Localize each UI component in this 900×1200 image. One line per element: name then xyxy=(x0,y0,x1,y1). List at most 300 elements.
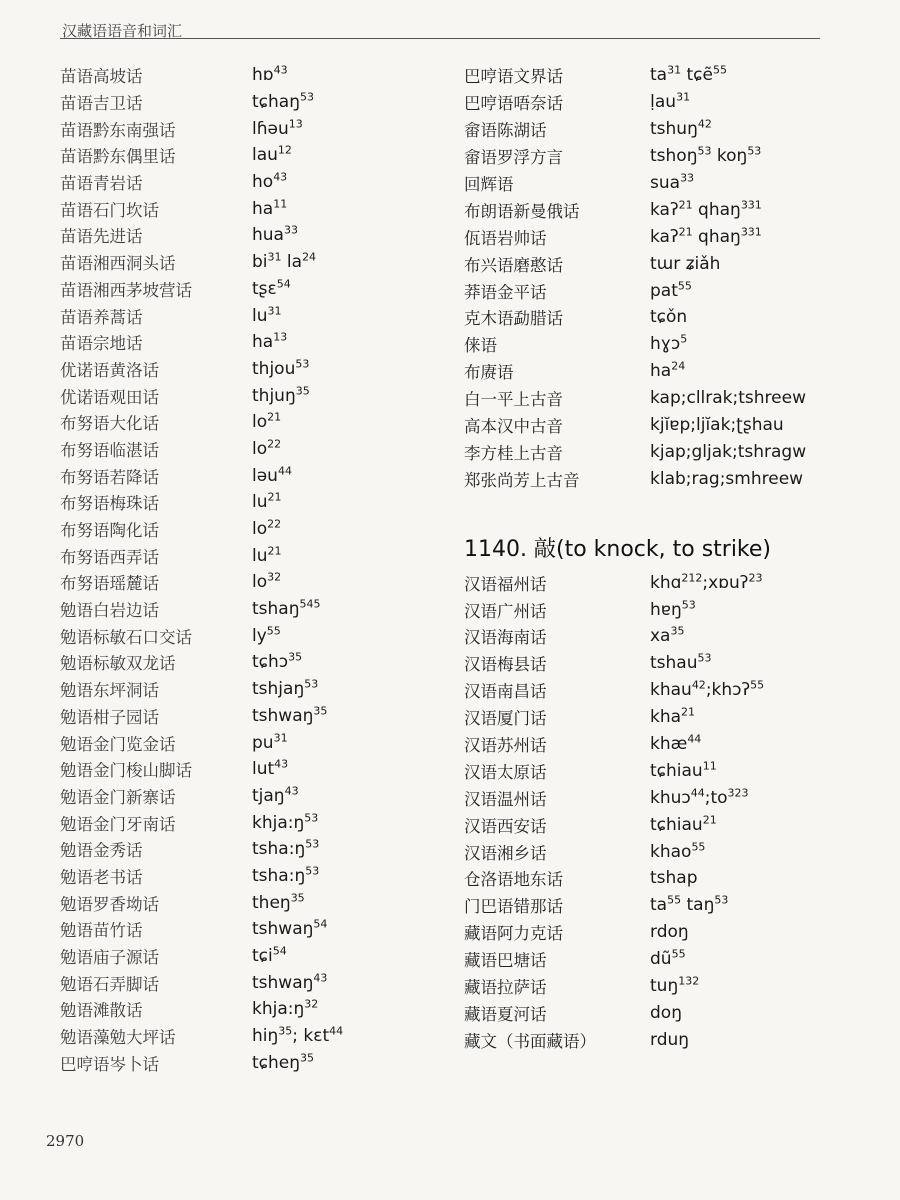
dialect-name: 苗语青岩话 xyxy=(60,174,143,194)
tone-mark: 53 xyxy=(299,90,314,104)
entry-row xyxy=(60,889,450,916)
dialect-name: 畲语陈湖话 xyxy=(464,121,547,141)
entry-row xyxy=(60,729,450,756)
form-text: ḷau xyxy=(650,92,677,113)
tone-mark: 44 xyxy=(329,1024,344,1038)
dialect-name: 汉语广州话 xyxy=(464,601,547,621)
page-number: 2970 xyxy=(46,1132,85,1150)
dialect-name: 白一平上古音 xyxy=(464,390,563,410)
entry-row xyxy=(60,409,450,436)
tone-mark: 212 xyxy=(681,571,703,585)
form-text: khao xyxy=(650,841,692,862)
form-text: hɐŋ xyxy=(650,599,682,620)
dialect-name: 勉语标敏石口交话 xyxy=(60,627,192,647)
phonetic-form xyxy=(650,868,698,888)
phonetic-form xyxy=(252,519,281,539)
dialect-name: 勉语石弄脚话 xyxy=(60,974,159,994)
tone-mark: 23 xyxy=(748,571,763,585)
form-text: klab;rag;smhreew xyxy=(650,468,804,489)
dialect-name: 布努语梅珠话 xyxy=(60,494,159,514)
dialect-name: 苗语养蒿话 xyxy=(60,307,143,327)
form-text: qhaŋ xyxy=(692,199,741,220)
phonetic-form xyxy=(650,278,692,301)
entry-row xyxy=(464,116,864,143)
entry-row xyxy=(60,382,450,409)
phonetic-form xyxy=(252,919,327,939)
dialect-name: 苗语先进话 xyxy=(60,227,143,247)
tone-mark: 53 xyxy=(681,597,696,611)
form-text: tshjaŋ xyxy=(252,679,305,700)
form-text: lo xyxy=(252,572,268,593)
phonetic-form xyxy=(252,119,303,139)
phonetic-form xyxy=(252,492,282,512)
dialect-name: 巴哼语岑卜话 xyxy=(60,1054,159,1074)
entry-row xyxy=(60,89,450,116)
dialect-name: 汉语南昌话 xyxy=(464,682,547,702)
entry-list-top xyxy=(464,62,864,492)
tone-mark: 54 xyxy=(272,944,287,958)
dialect-name: 苗语黔东南强话 xyxy=(60,120,176,140)
header-rule xyxy=(60,38,820,39)
tone-mark: 35 xyxy=(670,624,685,638)
entry-row xyxy=(464,223,864,250)
dialect-name: 俫语 xyxy=(464,336,497,356)
dialect-name: 勉语苗竹话 xyxy=(60,921,143,941)
phonetic-form xyxy=(650,307,687,327)
phonetic-form xyxy=(650,761,717,781)
section-title: 敲(to knock, to strike) xyxy=(533,537,772,563)
dialect-name: 汉语福州话 xyxy=(464,574,547,594)
form-text: tshuŋ xyxy=(650,119,698,140)
form-text: tɕhɔ xyxy=(252,652,289,673)
form-text: ha xyxy=(252,332,274,353)
phonetic-form xyxy=(252,145,292,165)
entry-row xyxy=(464,677,864,704)
tone-mark: 21 xyxy=(267,410,282,424)
phonetic-form xyxy=(252,359,309,379)
tone-mark: 35 xyxy=(313,704,328,718)
dialect-name: 勉语罗香坳话 xyxy=(60,894,159,914)
form-text: tshau xyxy=(650,653,698,674)
dialect-name: 藏语巴塘话 xyxy=(464,951,547,971)
phonetic-form xyxy=(650,949,686,969)
entry-row xyxy=(464,331,864,358)
tone-mark: 13 xyxy=(273,330,288,344)
form-text: xa xyxy=(650,626,671,647)
entry-row xyxy=(60,302,450,329)
entry-row xyxy=(60,462,450,489)
phonetic-form xyxy=(252,412,281,432)
tone-mark: 55 xyxy=(671,947,686,961)
phonetic-form xyxy=(252,279,291,299)
tone-mark: 13 xyxy=(288,117,303,131)
phonetic-form xyxy=(252,999,318,1019)
entry-row xyxy=(60,1023,450,1050)
form-text: tshwaŋ xyxy=(252,972,314,993)
entry-row xyxy=(464,143,864,170)
tone-mark: 35 xyxy=(288,650,303,664)
phonetic-form xyxy=(252,439,281,459)
entry-row xyxy=(464,946,864,973)
entry-row xyxy=(60,649,450,676)
phonetic-form xyxy=(252,1026,343,1046)
tone-mark: 53 xyxy=(304,810,319,824)
form-text: tshwaŋ xyxy=(252,919,314,940)
phonetic-form xyxy=(252,626,281,646)
tone-mark: 43 xyxy=(273,63,288,77)
section-number: 1140. xyxy=(464,537,527,563)
phonetic-form xyxy=(650,1003,682,1023)
phonetic-form xyxy=(650,361,685,381)
tone-mark: 43 xyxy=(273,170,288,184)
tone-mark: 11 xyxy=(273,197,288,211)
tone-mark: 55 xyxy=(266,624,281,638)
phonetic-form xyxy=(650,227,762,247)
tone-mark: 21 xyxy=(267,490,282,504)
form-text: tɕẽ xyxy=(681,65,713,86)
form-text: rdoŋ xyxy=(650,922,689,943)
entry-row xyxy=(464,250,864,277)
tone-mark: 55 xyxy=(712,63,727,77)
tone-mark: 545 xyxy=(299,597,321,611)
dialect-name: 克木语勐腊话 xyxy=(464,309,563,329)
form-text: khɑ xyxy=(650,572,682,593)
phonetic-form xyxy=(650,388,806,408)
section-heading xyxy=(464,532,864,563)
form-text: lo xyxy=(252,412,268,433)
tone-mark: 21 xyxy=(678,198,693,212)
entry-row xyxy=(60,436,450,463)
tone-mark: 32 xyxy=(267,570,282,584)
phonetic-form xyxy=(252,383,310,406)
phonetic-form xyxy=(650,922,689,942)
tone-mark: 53 xyxy=(697,144,712,158)
tone-mark: 24 xyxy=(302,250,317,264)
form-text: tsha:ŋ xyxy=(252,839,306,860)
entry-row xyxy=(464,304,864,331)
entry-row xyxy=(60,622,450,649)
form-text: lo xyxy=(252,519,268,540)
tone-mark: 35 xyxy=(300,1051,315,1065)
form-text: rduŋ xyxy=(650,1029,690,1050)
entry-row xyxy=(464,277,864,304)
phonetic-form xyxy=(650,254,720,274)
form-text: khja:ŋ xyxy=(252,812,305,833)
form-text: khæ xyxy=(650,734,688,755)
dialect-name: 郑张尚芳上古音 xyxy=(464,470,580,490)
form-text: kaʔ xyxy=(650,226,679,247)
form-text: khuɔ xyxy=(650,787,691,808)
entry-row xyxy=(464,412,864,439)
dialect-name: 勉语白岩边话 xyxy=(60,601,159,621)
phonetic-form xyxy=(252,759,288,779)
dialect-name: 勉语金门新寨话 xyxy=(60,787,176,807)
tone-mark: 53 xyxy=(295,357,310,371)
tone-mark: 11 xyxy=(702,759,717,773)
form-text: taŋ xyxy=(681,895,715,916)
entry-row xyxy=(60,836,450,863)
tone-mark: 44 xyxy=(690,786,705,800)
form-text: ho xyxy=(252,172,274,193)
dialect-name: 藏语拉萨话 xyxy=(464,978,547,998)
dialect-name: 门巴语错那话 xyxy=(464,897,563,917)
tone-mark: 132 xyxy=(678,974,700,988)
left-column xyxy=(60,62,450,1076)
form-text: tɕhiau xyxy=(650,760,703,781)
phonetic-form xyxy=(650,895,728,915)
phonetic-form xyxy=(252,946,287,966)
phonetic-form xyxy=(252,599,321,619)
entry-row xyxy=(464,811,864,838)
entry-row xyxy=(464,465,864,492)
form-text: dũ xyxy=(650,949,672,970)
dialect-name: 回辉语 xyxy=(464,175,514,194)
form-text: tshaŋ xyxy=(252,599,300,620)
entry-row xyxy=(60,142,450,169)
form-text: doŋ xyxy=(650,1002,682,1023)
dialect-name: 巴哼语文界话 xyxy=(464,67,563,87)
phonetic-form xyxy=(252,199,287,219)
tone-mark: 31 xyxy=(667,63,682,77)
tone-mark: 24 xyxy=(671,359,686,373)
tone-mark: 331 xyxy=(740,198,762,212)
form-text: theŋ xyxy=(252,892,291,913)
dialect-name: 汉语温州话 xyxy=(464,789,547,809)
phonetic-form xyxy=(252,679,318,699)
form-text: la xyxy=(281,252,303,273)
phonetic-form xyxy=(252,65,288,85)
form-text: ha xyxy=(252,198,274,219)
entry-row xyxy=(464,596,864,623)
entry-row xyxy=(464,1000,864,1027)
form-text: lut xyxy=(252,759,275,780)
entry-row xyxy=(464,865,864,892)
dialect-name: 布朗语新曼俄话 xyxy=(464,201,580,221)
phonetic-form xyxy=(650,707,695,727)
tone-mark: 54 xyxy=(276,277,291,291)
running-header: 汉藏语语音和词汇 xyxy=(62,22,183,40)
form-text: hɣɔ xyxy=(650,334,681,355)
form-text: kjap;gljak;tshragw xyxy=(650,441,807,462)
form-text: thjou xyxy=(252,358,296,379)
phonetic-form xyxy=(650,734,701,754)
tone-mark: 31 xyxy=(676,90,691,104)
entry-row xyxy=(464,650,864,677)
phonetic-form xyxy=(252,252,316,272)
form-text: kha xyxy=(650,707,682,728)
phonetic-form xyxy=(650,839,706,862)
form-text: lu xyxy=(252,305,268,326)
tone-mark: 21 xyxy=(681,705,696,719)
phonetic-form xyxy=(650,334,687,354)
entry-row xyxy=(464,704,864,731)
form-text: ; kɛt xyxy=(292,1026,330,1047)
form-text: lɦəu xyxy=(252,118,289,139)
tone-mark: 54 xyxy=(313,917,328,931)
tone-mark: 21 xyxy=(678,225,693,239)
form-text: tɕheŋ xyxy=(252,1052,301,1073)
form-text: hiŋ xyxy=(252,1026,279,1047)
right-column xyxy=(464,62,864,1053)
dialect-name: 苗语吉卫话 xyxy=(60,94,143,114)
entry-row xyxy=(464,757,864,784)
phonetic-form xyxy=(252,866,319,886)
dialect-name: 布努语西弄话 xyxy=(60,547,159,567)
phonetic-form xyxy=(650,626,684,646)
tone-mark: 35 xyxy=(290,891,305,904)
entry-row xyxy=(60,916,450,943)
dialect-name: 勉语金门览金话 xyxy=(60,734,176,754)
form-text: qhaŋ xyxy=(692,226,741,247)
form-text: ;xɒuʔ xyxy=(702,572,749,593)
phonetic-form xyxy=(650,815,717,835)
phonetic-form xyxy=(650,976,699,996)
form-text: pat xyxy=(650,280,678,301)
entry-row xyxy=(60,596,450,623)
entry-row xyxy=(464,838,864,865)
dialect-name: 苗语宗地话 xyxy=(60,334,143,354)
tone-mark: 55 xyxy=(677,278,692,292)
entry-row xyxy=(60,943,450,970)
phonetic-form xyxy=(252,1053,314,1073)
tone-mark: 44 xyxy=(277,464,292,477)
dialect-name: 苗语石门坎话 xyxy=(60,200,159,220)
phonetic-form xyxy=(252,572,281,592)
form-text: tshap xyxy=(650,868,698,889)
form-text: ly xyxy=(252,625,267,646)
tone-mark: 31 xyxy=(273,730,288,744)
phonetic-form xyxy=(650,1030,689,1050)
phonetic-form xyxy=(252,786,299,806)
dialect-name: 优诺语黄洛话 xyxy=(60,360,159,380)
form-text: ləu xyxy=(252,465,278,486)
entry-row xyxy=(464,973,864,1000)
dialect-name: 优诺语观田话 xyxy=(60,387,159,407)
phonetic-form xyxy=(252,706,327,726)
form-text: khau xyxy=(650,680,692,701)
tone-mark: 55 xyxy=(750,678,765,692)
phonetic-form xyxy=(252,810,319,833)
dialect-name: 苗语黔东偶里话 xyxy=(60,147,176,167)
dialect-name: 汉语苏州话 xyxy=(464,736,547,756)
phonetic-form xyxy=(252,172,287,192)
phonetic-form xyxy=(650,415,784,435)
form-text: thjuŋ xyxy=(252,385,296,406)
phonetic-form xyxy=(252,730,288,753)
entry-row xyxy=(60,996,450,1023)
phonetic-form xyxy=(252,973,327,993)
tone-mark: 331 xyxy=(740,225,762,239)
dialect-name: 勉语老书话 xyxy=(60,867,143,887)
form-text: pu xyxy=(252,732,274,753)
form-text: tɕhiau xyxy=(650,814,703,835)
entry-row xyxy=(60,542,450,569)
dialect-name: 莽语金平话 xyxy=(464,282,547,302)
entry-row xyxy=(60,809,450,836)
form-text: khja:ŋ xyxy=(252,999,305,1020)
entry-row xyxy=(464,623,864,650)
form-text: ta xyxy=(650,895,668,916)
phonetic-form xyxy=(252,225,298,245)
form-text: tuŋ xyxy=(650,976,679,997)
form-text: tʂɛ xyxy=(252,278,277,299)
tone-mark: 44 xyxy=(687,732,702,746)
tone-mark: 33 xyxy=(283,223,298,237)
dialect-name: 汉语海南话 xyxy=(464,628,547,648)
dialect-name: 布努语若降话 xyxy=(60,467,159,487)
tone-mark: 5 xyxy=(680,332,688,346)
phonetic-form xyxy=(650,442,806,462)
dialect-name: 藏语阿力克话 xyxy=(464,924,563,944)
entry-row xyxy=(60,969,450,996)
dialect-name: 勉语标敏双龙话 xyxy=(60,654,176,674)
dialect-name: 仓洛语地东话 xyxy=(464,870,563,890)
dialect-name: 巴哼语唔奈话 xyxy=(464,94,563,114)
dialect-name: 布努语陶化话 xyxy=(60,521,159,541)
phonetic-form xyxy=(650,788,749,808)
phonetic-form xyxy=(252,893,305,913)
dialect-name: 汉语太原话 xyxy=(464,762,547,782)
tone-mark: 35 xyxy=(295,383,310,397)
phonetic-form xyxy=(252,303,282,326)
tone-mark: 53 xyxy=(714,893,729,907)
dialect-name: 畲语罗浮方言 xyxy=(464,148,563,168)
form-text: kjĭɐp;ljĭak;ʈʂhau xyxy=(650,415,784,436)
dialect-name: 汉语梅县话 xyxy=(464,655,547,675)
dialect-name: 布兴语磨憨话 xyxy=(464,255,563,275)
dialect-name: 苗语湘西茅坡营话 xyxy=(60,280,192,300)
tone-mark: 12 xyxy=(277,143,292,157)
dialect-name: 藏文（书面藏语） xyxy=(464,1031,596,1051)
entry-row xyxy=(60,756,450,783)
entry-row xyxy=(60,115,450,142)
phonetic-form xyxy=(650,200,762,220)
entry-row xyxy=(464,731,864,758)
tone-mark: 55 xyxy=(667,893,682,907)
tone-mark: 43 xyxy=(284,784,299,798)
tone-mark: 53 xyxy=(304,677,319,691)
tone-mark: 22 xyxy=(267,437,282,451)
entry-row xyxy=(464,892,864,919)
tone-mark: 42 xyxy=(697,117,712,131)
entry-row xyxy=(60,516,450,543)
entry-row xyxy=(464,358,864,385)
form-text: bi xyxy=(252,252,268,273)
tone-mark: 53 xyxy=(305,864,320,878)
form-text: ;to xyxy=(704,787,728,808)
entry-row xyxy=(60,783,450,810)
form-text: koŋ xyxy=(711,146,748,167)
form-text: hɒ xyxy=(252,65,274,86)
dialect-name: 勉语藻勉大坪话 xyxy=(60,1028,176,1048)
dialect-name: 佤语岩帅话 xyxy=(464,228,547,248)
form-text: hua xyxy=(252,225,284,246)
form-text: lu xyxy=(252,492,268,513)
dialect-name: 布努语瑶麓话 xyxy=(60,574,159,594)
tone-mark: 43 xyxy=(313,971,328,985)
tone-mark: 22 xyxy=(267,517,282,531)
entry-row xyxy=(60,1049,450,1076)
form-text: ha xyxy=(650,361,672,382)
tone-mark: 42 xyxy=(691,678,706,692)
form-text: lo xyxy=(252,438,268,459)
form-text: tɕhaŋ xyxy=(252,92,300,113)
dialect-name: 布努语大化话 xyxy=(60,414,159,434)
dialect-name: 勉语东坪洞话 xyxy=(60,681,159,701)
entry-row xyxy=(60,489,450,516)
tone-mark: 53 xyxy=(697,651,712,665)
entry-row xyxy=(60,703,450,730)
